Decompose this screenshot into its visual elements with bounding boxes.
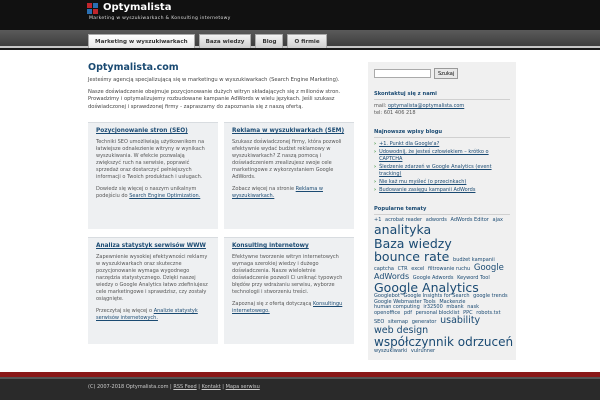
tag-link[interactable]: PPC <box>463 309 473 316</box>
box-text: Efektywne tworzenie witryn internetowych wymaga szerokiej wiedzy i dużego doświadczenia. Nasze wieloletnie doświadczenie pozwoli Ci uniknąć typowych błędów przy wdrażaniu serwisu, wyborze technologii i stworzeniu treści. <box>232 254 343 295</box>
tag-link[interactable]: openoffice <box>374 309 401 316</box>
header <box>0 0 600 30</box>
tag-link[interactable]: ir32500 <box>423 304 443 311</box>
logo-text[interactable]: Optymalista <box>103 2 172 13</box>
box-text: Techniki SEO umożliwiają użytkownikom na łatwiejsze odnalezienie witryny w wynikach wyszukiwania. W efekcie pozwalają zwiększyć ruch na serwisie, poprawić sprzedaż oraz dostarczyć pełniejszych informacji o Twoich produktach i usługach. <box>96 139 205 180</box>
box-more <box>96 308 210 322</box>
main-content <box>88 62 360 111</box>
post-link[interactable]: Udowodnij, że jesteś człowiekiem – krótko o CAPTCHA <box>379 149 489 162</box>
posts-heading: Najnowsze wpisy blogu <box>374 129 510 138</box>
tag-link[interactable]: Google Insights for Search <box>403 293 470 300</box>
tag-cloud <box>374 216 514 354</box>
footer-text <box>88 384 260 390</box>
logo-icon <box>87 3 101 15</box>
list-item <box>374 187 510 193</box>
list-item <box>374 164 510 177</box>
mail-link[interactable]: optymalista@optymalista.com <box>388 103 465 109</box>
tag-link[interactable]: Googlebot <box>374 293 400 300</box>
tag-link[interactable]: analityka <box>374 222 432 238</box>
nav-tab-marketing[interactable]: Marketing w wyszukiwarkach <box>88 34 195 48</box>
search-input[interactable] <box>374 69 431 78</box>
tag-link[interactable]: vulrunner <box>410 347 436 354</box>
box-title-link[interactable]: Reklama w wyszukiwarkach (SEM) <box>232 128 345 134</box>
box-more-prefix: Dowiedz się więcej o naszym unikalnym podejściu do <box>96 186 197 199</box>
box-text: Zapewnienie wysokiej efektywności reklamy w wyszukiwarkach oraz skuteczne pozycjonowanie wymaga wygodnego narzędzia statystycznego. Dzięki naszej wiedzy o Google Analytics łatwo zdefiniujesz cele marketingowe i sprawdzisz, czy zostały osiągnięte. <box>96 254 208 302</box>
box-more-link[interactable]: Konsultingu internetowego. <box>232 301 343 314</box>
footer-separator: | <box>168 384 174 390</box>
list-item <box>374 179 510 185</box>
tag-link[interactable]: generator <box>411 319 437 326</box>
box-more-link[interactable]: Analizie statystyk serwisów internetowych. <box>96 308 198 321</box>
box-more <box>232 301 346 315</box>
posts-list <box>374 141 510 194</box>
tag-link[interactable]: excel <box>411 265 425 272</box>
tag-link[interactable]: Google Adwords <box>412 274 454 281</box>
sidebar <box>368 62 516 360</box>
service-box-consulting <box>224 237 354 344</box>
page-title: Optymalista.com <box>88 62 179 73</box>
tag-link[interactable]: ajax <box>492 216 503 223</box>
tagline: Marketing w wyszukiwarkach & Konsulting internetowy <box>89 16 231 21</box>
tag-link[interactable]: human computing <box>374 304 420 311</box>
bullet-icon: › <box>374 164 377 171</box>
footer-link-rss[interactable]: RSS Feed <box>173 384 197 390</box>
tag-link[interactable]: AdWords <box>374 271 410 281</box>
navbar <box>0 30 600 48</box>
footer <box>0 377 600 400</box>
box-title-link[interactable]: Konsulting internetowy <box>232 243 309 249</box>
tag-link[interactable]: budżet kampanii <box>453 257 495 264</box>
tag-link[interactable]: Google <box>473 262 504 273</box>
tag-link[interactable]: Google Webmaster Tools <box>374 298 436 305</box>
tag-link[interactable]: nask <box>467 304 479 311</box>
box-more-prefix: Zobacz więcej na stronie <box>232 186 296 192</box>
nav-tab-blog[interactable]: Blog <box>255 34 283 48</box>
tag-link[interactable]: CTR <box>397 265 408 272</box>
body-text: Nasze doświadczenie obejmuje pozycjonowanie dużych witryn składających się z milionów stron. Prowadzimy i optymalizujemy rozbudowane kampanie AdWords w wielu językach. Jeśli szukasz doświadczonej i sprawdzonej firmy - zapraszamy do zapoznania się z naszą ofertą. <box>88 89 341 110</box>
nav-tab-baza-wiedzy[interactable]: Baza wiedzy <box>199 34 252 48</box>
content-area <box>0 50 600 372</box>
list-item <box>374 141 510 147</box>
contact-phone: tel: 601 406 218 <box>374 110 416 116</box>
tag-link[interactable]: SEO <box>374 319 385 326</box>
tag-link[interactable]: +1 <box>374 216 382 223</box>
search-button[interactable]: Szukaj <box>434 68 458 79</box>
box-title-link[interactable]: Pozycjonowanie stron (SEO) <box>96 128 188 134</box>
tag-link[interactable]: Google Analytics <box>374 280 479 296</box>
box-more-link[interactable]: Search Engine Optimization. <box>129 193 201 199</box>
intro-text: Jesteśmy agencją specjalizującą się w marketingu w wyszukiwarkach (Search Engine Marketing). <box>88 77 340 83</box>
service-boxes-row <box>88 237 354 344</box>
mail-label: mail: <box>374 103 388 109</box>
box-more-link[interactable]: Reklama w wyszukiwarkach. <box>232 186 323 199</box>
tag-link[interactable]: AdWords Editor <box>450 216 489 223</box>
service-box-seo <box>88 122 218 229</box>
tag-link[interactable]: personal blocklist <box>415 309 460 316</box>
tag-link[interactable]: Keyword Tool <box>457 274 490 281</box>
service-box-analytics <box>88 237 218 344</box>
tag-link[interactable]: usability <box>440 315 481 327</box>
tag-link[interactable]: mbank <box>446 304 464 311</box>
box-more <box>96 186 210 200</box>
box-more-prefix: Przeczytaj się więcej o <box>96 308 154 314</box>
box-more-prefix: Zapoznaj się z ofertą dotyczącą <box>232 301 313 307</box>
tag-link[interactable]: adwords <box>425 216 447 223</box>
footer-separator: | <box>220 384 226 390</box>
main-nav <box>88 34 327 48</box>
footer-link-sitemap[interactable]: Mapa serwisu <box>225 384 260 390</box>
tags-heading: Popularne tematy <box>374 206 510 215</box>
tag-link[interactable]: web design <box>374 325 429 337</box>
list-item <box>374 149 510 162</box>
tag-link[interactable]: acrobat reader <box>385 216 423 223</box>
bullet-icon: › <box>374 141 377 147</box>
nav-tab-o-firmie[interactable]: O firmie <box>287 34 326 48</box>
tag-link[interactable]: filtrowanie ruchu <box>428 265 471 272</box>
service-boxes-row <box>88 122 354 229</box>
post-link[interactable]: Śledzenie zdarzeń w Google Analytics (event tracking) <box>379 164 492 177</box>
tag-link[interactable]: google trends <box>473 293 508 300</box>
contact-heading: Skontaktuj się z nami <box>374 91 510 100</box>
footer-link-contact[interactable]: Kontakt <box>201 384 221 390</box>
tag-link[interactable]: captcha <box>374 265 394 272</box>
box-more <box>232 186 346 200</box>
box-title-link[interactable]: Analiza statystyk serwisów WWW <box>96 243 206 249</box>
bullet-icon: › <box>374 187 377 194</box>
tag-link[interactable]: sitemap <box>387 319 409 326</box>
service-box-sem <box>224 122 354 229</box>
post-link[interactable]: Nie każ mu myśleć (o przecinkach) <box>379 179 467 186</box>
tag-link[interactable]: Mackenzie <box>439 298 466 305</box>
tag-link[interactable]: współczynnik odrzuceń <box>374 335 514 350</box>
footer-separator: | <box>196 384 202 390</box>
copyright: (C) 2007-2018 Optymalista.com <box>88 384 169 390</box>
box-text: Szukasz doświadczonej firmy, która pozwoli efektywnie wydać budżet reklamowy w wyszukiwarkach? Z naszą pomocą i doświadczeniem zrealizujesz swoje cele marketingowe z wykorzystaniem Google AdWords. <box>232 139 342 180</box>
tag-link[interactable]: wyszukiwarki <box>374 347 408 354</box>
search-form <box>374 68 510 79</box>
post-link[interactable]: +1. Punkt dla Google'a? <box>379 141 440 147</box>
tag-link[interactable]: pdf <box>403 309 412 316</box>
bullet-icon: › <box>374 149 377 156</box>
tag-link[interactable]: robots.txt <box>476 309 501 316</box>
post-link[interactable]: Budowanie zasięgu kampanii AdWords <box>379 187 476 194</box>
bullet-icon: › <box>374 179 377 186</box>
contact-mail <box>374 103 510 110</box>
tag-link[interactable]: Baza wiedzy <box>374 235 452 251</box>
tag-link[interactable]: bounce rate <box>374 249 450 265</box>
